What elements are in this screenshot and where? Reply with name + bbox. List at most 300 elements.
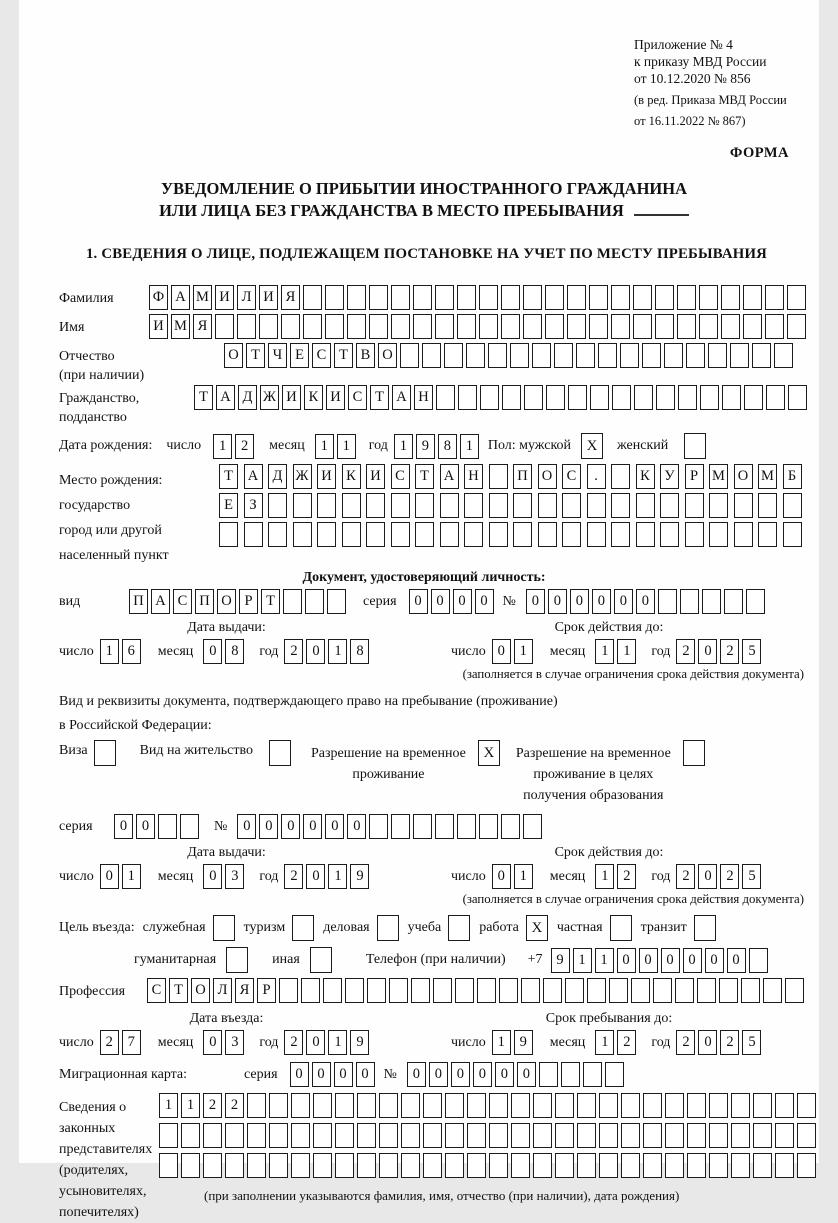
char-cell[interactable] <box>686 343 705 368</box>
edu-permit-checkbox[interactable] <box>683 740 705 766</box>
char-cell[interactable]: 0 <box>451 1062 470 1087</box>
char-cell[interactable] <box>554 343 573 368</box>
char-cell[interactable]: Я <box>193 314 212 339</box>
char-cell[interactable] <box>327 589 346 614</box>
char-cell[interactable]: 0 <box>617 948 636 973</box>
char-cell[interactable]: 3 <box>225 864 244 889</box>
char-cell[interactable]: 2 <box>720 639 739 664</box>
char-cell[interactable]: М <box>709 464 728 489</box>
char-cell[interactable] <box>433 978 452 1003</box>
char-cell[interactable] <box>269 1093 288 1118</box>
char-cell[interactable]: 1 <box>181 1093 200 1118</box>
char-cell[interactable]: А <box>171 285 190 310</box>
char-cell[interactable]: 1 <box>617 639 636 664</box>
char-cell[interactable] <box>743 314 762 339</box>
char-cell[interactable] <box>677 314 696 339</box>
char-cell[interactable]: 0 <box>683 948 702 973</box>
char-cell[interactable] <box>621 1123 640 1148</box>
char-cell[interactable] <box>489 493 508 518</box>
char-cell[interactable] <box>702 589 721 614</box>
char-cell[interactable] <box>699 285 718 310</box>
char-cell[interactable]: Ф <box>149 285 168 310</box>
char-cell[interactable]: О <box>734 464 753 489</box>
char-cell[interactable] <box>523 285 542 310</box>
char-cell[interactable]: Т <box>219 464 238 489</box>
char-cell[interactable] <box>203 1123 222 1148</box>
char-cell[interactable]: Р <box>257 978 276 1003</box>
char-cell[interactable]: С <box>312 343 331 368</box>
char-cell[interactable] <box>357 1093 376 1118</box>
char-cell[interactable] <box>699 314 718 339</box>
char-cell[interactable] <box>369 285 388 310</box>
char-cell[interactable] <box>293 493 312 518</box>
char-cell[interactable]: 9 <box>551 948 570 973</box>
char-cell[interactable] <box>501 314 520 339</box>
char-cell[interactable]: Т <box>246 343 265 368</box>
char-cell[interactable] <box>539 1062 558 1087</box>
char-cell[interactable]: 0 <box>570 589 589 614</box>
char-cell[interactable]: А <box>392 385 411 410</box>
char-cell[interactable]: 0 <box>237 814 256 839</box>
char-cell[interactable]: 6 <box>122 639 141 664</box>
char-cell[interactable]: 1 <box>595 948 614 973</box>
char-cell[interactable] <box>180 814 199 839</box>
char-cell[interactable]: Ч <box>268 343 287 368</box>
char-cell[interactable] <box>445 1093 464 1118</box>
char-cell[interactable] <box>783 522 802 547</box>
char-cell[interactable] <box>293 522 312 547</box>
char-cell[interactable]: 0 <box>429 1062 448 1087</box>
char-cell[interactable] <box>658 589 677 614</box>
char-cell[interactable]: Р <box>685 464 704 489</box>
char-cell[interactable] <box>391 522 410 547</box>
char-cell[interactable] <box>612 385 631 410</box>
char-cell[interactable] <box>369 814 388 839</box>
char-cell[interactable]: 0 <box>495 1062 514 1087</box>
char-cell[interactable] <box>788 385 807 410</box>
char-cell[interactable] <box>787 285 806 310</box>
char-cell[interactable] <box>489 1123 508 1148</box>
char-cell[interactable]: А <box>151 589 170 614</box>
char-cell[interactable] <box>765 285 784 310</box>
char-cell[interactable] <box>269 1123 288 1148</box>
char-cell[interactable] <box>159 1153 178 1178</box>
char-cell[interactable] <box>415 493 434 518</box>
char-cell[interactable] <box>744 385 763 410</box>
char-cell[interactable] <box>633 314 652 339</box>
char-cell[interactable]: С <box>147 978 166 1003</box>
purpose-private-checkbox[interactable] <box>610 915 632 941</box>
char-cell[interactable]: 0 <box>100 864 119 889</box>
char-cell[interactable] <box>488 343 507 368</box>
char-cell[interactable]: 2 <box>720 864 739 889</box>
char-cell[interactable]: 0 <box>517 1062 536 1087</box>
char-cell[interactable]: 5 <box>742 1030 761 1055</box>
char-cell[interactable]: О <box>224 343 243 368</box>
char-cell[interactable]: 1 <box>122 864 141 889</box>
char-cell[interactable] <box>413 285 432 310</box>
char-cell[interactable] <box>489 464 508 489</box>
char-cell[interactable]: 9 <box>350 1030 369 1055</box>
char-cell[interactable]: 0 <box>636 589 655 614</box>
char-cell[interactable] <box>313 1093 332 1118</box>
char-cell[interactable] <box>215 314 234 339</box>
char-cell[interactable] <box>158 814 177 839</box>
char-cell[interactable] <box>445 1153 464 1178</box>
char-cell[interactable] <box>342 522 361 547</box>
char-cell[interactable]: 9 <box>514 1030 533 1055</box>
char-cell[interactable] <box>611 522 630 547</box>
char-cell[interactable] <box>543 978 562 1003</box>
char-cell[interactable]: 0 <box>614 589 633 614</box>
char-cell[interactable] <box>479 285 498 310</box>
char-cell[interactable]: 0 <box>306 1030 325 1055</box>
char-cell[interactable] <box>538 493 557 518</box>
char-cell[interactable] <box>749 948 768 973</box>
char-cell[interactable]: 0 <box>431 589 450 614</box>
char-cell[interactable]: 1 <box>213 434 232 459</box>
char-cell[interactable] <box>247 1153 266 1178</box>
char-cell[interactable] <box>731 1153 750 1178</box>
char-cell[interactable]: И <box>326 385 345 410</box>
char-cell[interactable] <box>774 343 793 368</box>
char-cell[interactable] <box>342 493 361 518</box>
char-cell[interactable] <box>642 343 661 368</box>
char-cell[interactable] <box>225 1123 244 1148</box>
title-blank-underline[interactable] <box>634 202 689 216</box>
char-cell[interactable] <box>357 1123 376 1148</box>
char-cell[interactable] <box>709 493 728 518</box>
char-cell[interactable] <box>721 285 740 310</box>
char-cell[interactable] <box>697 978 716 1003</box>
char-cell[interactable] <box>687 1153 706 1178</box>
char-cell[interactable] <box>700 385 719 410</box>
char-cell[interactable] <box>323 978 342 1003</box>
char-cell[interactable] <box>247 1093 266 1118</box>
char-cell[interactable]: 0 <box>526 589 545 614</box>
char-cell[interactable] <box>501 814 520 839</box>
char-cell[interactable] <box>379 1093 398 1118</box>
char-cell[interactable]: 2 <box>676 864 695 889</box>
char-cell[interactable] <box>317 522 336 547</box>
char-cell[interactable]: 2 <box>617 864 636 889</box>
char-cell[interactable] <box>599 1153 618 1178</box>
char-cell[interactable] <box>620 343 639 368</box>
char-cell[interactable] <box>533 1153 552 1178</box>
char-cell[interactable]: Н <box>414 385 433 410</box>
char-cell[interactable] <box>435 814 454 839</box>
char-cell[interactable]: 7 <box>122 1030 141 1055</box>
char-cell[interactable] <box>634 385 653 410</box>
char-cell[interactable]: 0 <box>306 864 325 889</box>
purpose-tourism-checkbox[interactable] <box>292 915 314 941</box>
char-cell[interactable]: 2 <box>225 1093 244 1118</box>
char-cell[interactable]: 0 <box>661 948 680 973</box>
char-cell[interactable]: 0 <box>356 1062 375 1087</box>
char-cell[interactable]: А <box>244 464 263 489</box>
char-cell[interactable] <box>457 285 476 310</box>
char-cell[interactable] <box>631 978 650 1003</box>
char-cell[interactable] <box>479 314 498 339</box>
char-cell[interactable]: 2 <box>284 639 303 664</box>
char-cell[interactable]: 1 <box>328 1030 347 1055</box>
char-cell[interactable]: Е <box>290 343 309 368</box>
char-cell[interactable]: Я <box>235 978 254 1003</box>
char-cell[interactable] <box>423 1093 442 1118</box>
char-cell[interactable] <box>680 589 699 614</box>
char-cell[interactable] <box>379 1153 398 1178</box>
char-cell[interactable] <box>655 285 674 310</box>
char-cell[interactable] <box>391 493 410 518</box>
char-cell[interactable] <box>765 314 784 339</box>
char-cell[interactable] <box>391 814 410 839</box>
char-cell[interactable]: 0 <box>453 589 472 614</box>
char-cell[interactable] <box>546 385 565 410</box>
char-cell[interactable]: 3 <box>225 1030 244 1055</box>
char-cell[interactable] <box>655 314 674 339</box>
char-cell[interactable] <box>457 314 476 339</box>
char-cell[interactable] <box>609 978 628 1003</box>
char-cell[interactable] <box>743 285 762 310</box>
char-cell[interactable] <box>643 1123 662 1148</box>
char-cell[interactable] <box>665 1153 684 1178</box>
char-cell[interactable]: 0 <box>705 948 724 973</box>
char-cell[interactable] <box>775 1123 794 1148</box>
char-cell[interactable] <box>589 314 608 339</box>
char-cell[interactable] <box>291 1123 310 1148</box>
char-cell[interactable]: 2 <box>284 864 303 889</box>
char-cell[interactable]: Ж <box>260 385 279 410</box>
char-cell[interactable] <box>268 493 287 518</box>
char-cell[interactable] <box>415 522 434 547</box>
char-cell[interactable] <box>305 589 324 614</box>
char-cell[interactable] <box>567 285 586 310</box>
char-cell[interactable]: 2 <box>676 639 695 664</box>
char-cell[interactable] <box>533 1093 552 1118</box>
char-cell[interactable] <box>532 343 551 368</box>
char-cell[interactable] <box>413 314 432 339</box>
char-cell[interactable] <box>247 1123 266 1148</box>
char-cell[interactable]: 2 <box>720 1030 739 1055</box>
char-cell[interactable] <box>587 978 606 1003</box>
char-cell[interactable] <box>775 1093 794 1118</box>
char-cell[interactable] <box>259 314 278 339</box>
char-cell[interactable]: 1 <box>514 864 533 889</box>
char-cell[interactable]: 2 <box>100 1030 119 1055</box>
char-cell[interactable] <box>303 285 322 310</box>
char-cell[interactable] <box>708 343 727 368</box>
char-cell[interactable]: 1 <box>595 639 614 664</box>
char-cell[interactable] <box>422 343 441 368</box>
char-cell[interactable] <box>753 1153 772 1178</box>
char-cell[interactable] <box>562 493 581 518</box>
char-cell[interactable]: О <box>191 978 210 1003</box>
char-cell[interactable]: 5 <box>742 639 761 664</box>
char-cell[interactable]: 0 <box>334 1062 353 1087</box>
visa-checkbox[interactable] <box>94 740 116 766</box>
char-cell[interactable]: И <box>282 385 301 410</box>
char-cell[interactable]: Ж <box>293 464 312 489</box>
char-cell[interactable]: С <box>173 589 192 614</box>
char-cell[interactable]: 1 <box>573 948 592 973</box>
char-cell[interactable] <box>621 1093 640 1118</box>
char-cell[interactable] <box>303 314 322 339</box>
char-cell[interactable] <box>435 285 454 310</box>
char-cell[interactable] <box>709 1093 728 1118</box>
char-cell[interactable] <box>599 1093 618 1118</box>
char-cell[interactable]: Т <box>334 343 353 368</box>
char-cell[interactable]: З <box>244 493 263 518</box>
char-cell[interactable] <box>722 385 741 410</box>
char-cell[interactable] <box>237 314 256 339</box>
char-cell[interactable] <box>621 1153 640 1178</box>
char-cell[interactable]: 1 <box>100 639 119 664</box>
char-cell[interactable]: 1 <box>328 864 347 889</box>
purpose-study-checkbox[interactable] <box>448 915 470 941</box>
char-cell[interactable] <box>501 285 520 310</box>
char-cell[interactable] <box>325 285 344 310</box>
char-cell[interactable]: 1 <box>492 1030 511 1055</box>
char-cell[interactable] <box>283 589 302 614</box>
char-cell[interactable] <box>643 1153 662 1178</box>
char-cell[interactable]: 0 <box>312 1062 331 1087</box>
char-cell[interactable] <box>583 1062 602 1087</box>
char-cell[interactable] <box>366 522 385 547</box>
char-cell[interactable]: 5 <box>742 864 761 889</box>
char-cell[interactable] <box>721 314 740 339</box>
char-cell[interactable]: 0 <box>203 1030 222 1055</box>
char-cell[interactable] <box>783 493 802 518</box>
char-cell[interactable]: Р <box>239 589 258 614</box>
char-cell[interactable] <box>611 314 630 339</box>
char-cell[interactable] <box>678 385 697 410</box>
char-cell[interactable] <box>511 1093 530 1118</box>
char-cell[interactable]: Л <box>213 978 232 1003</box>
char-cell[interactable]: 0 <box>698 639 717 664</box>
char-cell[interactable]: Т <box>370 385 389 410</box>
purpose-official-checkbox[interactable] <box>213 915 235 941</box>
char-cell[interactable] <box>510 343 529 368</box>
char-cell[interactable] <box>357 1153 376 1178</box>
char-cell[interactable] <box>567 314 586 339</box>
char-cell[interactable] <box>480 385 499 410</box>
char-cell[interactable]: 8 <box>438 434 457 459</box>
char-cell[interactable]: 1 <box>315 434 334 459</box>
purpose-work-checkbox[interactable]: X <box>526 915 548 941</box>
char-cell[interactable] <box>458 385 477 410</box>
char-cell[interactable] <box>391 285 410 310</box>
char-cell[interactable]: К <box>636 464 655 489</box>
char-cell[interactable] <box>577 1123 596 1148</box>
char-cell[interactable] <box>436 385 455 410</box>
char-cell[interactable] <box>413 814 432 839</box>
char-cell[interactable] <box>643 1093 662 1118</box>
char-cell[interactable]: О <box>378 343 397 368</box>
char-cell[interactable]: 2 <box>235 434 254 459</box>
char-cell[interactable] <box>665 1123 684 1148</box>
char-cell[interactable]: О <box>217 589 236 614</box>
char-cell[interactable] <box>401 1093 420 1118</box>
char-cell[interactable]: С <box>562 464 581 489</box>
char-cell[interactable] <box>785 978 804 1003</box>
purpose-business-checkbox[interactable] <box>377 915 399 941</box>
char-cell[interactable] <box>577 1093 596 1118</box>
char-cell[interactable]: 2 <box>203 1093 222 1118</box>
sex-female-checkbox[interactable] <box>684 433 706 459</box>
char-cell[interactable] <box>611 464 630 489</box>
char-cell[interactable] <box>555 1153 574 1178</box>
char-cell[interactable] <box>159 1123 178 1148</box>
char-cell[interactable] <box>555 1093 574 1118</box>
char-cell[interactable]: С <box>348 385 367 410</box>
char-cell[interactable] <box>464 522 483 547</box>
char-cell[interactable]: . <box>587 464 606 489</box>
char-cell[interactable] <box>598 343 617 368</box>
char-cell[interactable] <box>577 1153 596 1178</box>
char-cell[interactable]: 1 <box>514 639 533 664</box>
char-cell[interactable] <box>763 978 782 1003</box>
char-cell[interactable] <box>411 978 430 1003</box>
char-cell[interactable] <box>440 522 459 547</box>
char-cell[interactable]: И <box>215 285 234 310</box>
char-cell[interactable] <box>734 493 753 518</box>
char-cell[interactable]: В <box>356 343 375 368</box>
char-cell[interactable] <box>731 1123 750 1148</box>
char-cell[interactable] <box>633 285 652 310</box>
char-cell[interactable]: О <box>538 464 557 489</box>
char-cell[interactable]: 0 <box>203 864 222 889</box>
char-cell[interactable]: 1 <box>328 639 347 664</box>
char-cell[interactable] <box>685 522 704 547</box>
char-cell[interactable]: И <box>317 464 336 489</box>
char-cell[interactable] <box>499 978 518 1003</box>
char-cell[interactable]: 0 <box>475 589 494 614</box>
char-cell[interactable] <box>731 1093 750 1118</box>
purpose-other-checkbox[interactable] <box>310 947 332 973</box>
char-cell[interactable] <box>467 1093 486 1118</box>
char-cell[interactable] <box>660 522 679 547</box>
char-cell[interactable] <box>455 978 474 1003</box>
char-cell[interactable] <box>489 1153 508 1178</box>
char-cell[interactable] <box>335 1093 354 1118</box>
char-cell[interactable]: Е <box>219 493 238 518</box>
char-cell[interactable] <box>545 314 564 339</box>
char-cell[interactable] <box>675 978 694 1003</box>
char-cell[interactable]: 0 <box>407 1062 426 1087</box>
char-cell[interactable]: Т <box>261 589 280 614</box>
char-cell[interactable] <box>219 522 238 547</box>
char-cell[interactable]: М <box>758 464 777 489</box>
char-cell[interactable]: 9 <box>350 864 369 889</box>
char-cell[interactable] <box>611 285 630 310</box>
char-cell[interactable] <box>752 343 771 368</box>
char-cell[interactable] <box>555 1123 574 1148</box>
char-cell[interactable]: 1 <box>460 434 479 459</box>
char-cell[interactable] <box>347 285 366 310</box>
char-cell[interactable] <box>513 522 532 547</box>
char-cell[interactable] <box>466 343 485 368</box>
char-cell[interactable] <box>538 522 557 547</box>
char-cell[interactable]: А <box>440 464 459 489</box>
char-cell[interactable] <box>369 314 388 339</box>
char-cell[interactable] <box>587 493 606 518</box>
char-cell[interactable]: 2 <box>284 1030 303 1055</box>
char-cell[interactable]: 9 <box>416 434 435 459</box>
char-cell[interactable] <box>489 1093 508 1118</box>
char-cell[interactable]: 0 <box>114 814 133 839</box>
char-cell[interactable] <box>502 385 521 410</box>
char-cell[interactable]: 0 <box>259 814 278 839</box>
